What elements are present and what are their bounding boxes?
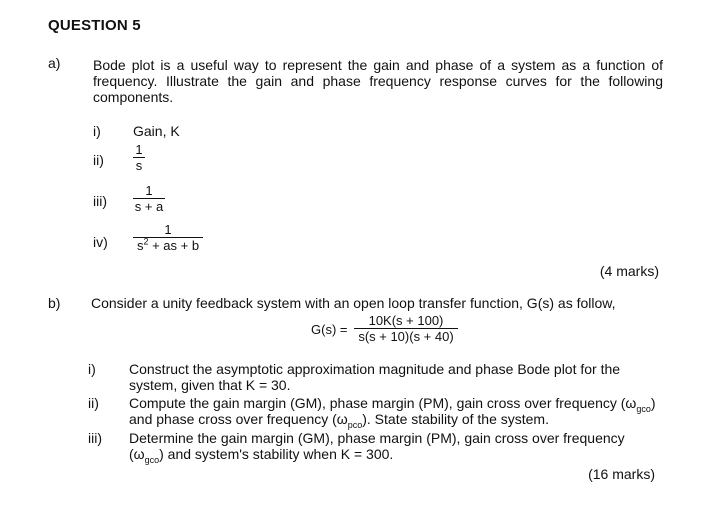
part-a-marks: (4 marks)	[599, 263, 659, 279]
fraction-one-over-s-plus-a	[133, 183, 165, 214]
part-a-item-2-numeral: ii)	[93, 152, 104, 168]
fraction-numerator: 1	[164, 222, 172, 237]
fraction-denominator: s	[135, 158, 143, 173]
omega-subscript: gco	[144, 454, 160, 465]
part-b-marks: (16 marks)	[588, 466, 655, 482]
part-b-intro: Consider a unity feedback system with an open loop transfer function, G(s) as follow,	[91, 295, 616, 311]
question-title: QUESTION 5	[48, 17, 141, 34]
denominator-base: s	[136, 238, 144, 253]
fraction-one-over-quadratic	[133, 222, 203, 253]
denominator-exponent: 2	[143, 236, 149, 247]
text-segment: ). State stability of the system.	[362, 411, 549, 427]
part-a-item-3-numeral: iii)	[93, 193, 107, 209]
text-segment: Compute the gain margin (GM), phase margin (PM), gain cross over frequency (ω	[129, 395, 637, 411]
transfer-function-fraction	[354, 313, 458, 344]
part-b-item-3-numeral: iii)	[88, 430, 102, 446]
part-a-label: a)	[48, 55, 61, 71]
text-segment: ) and phase cross over frequency (ω	[129, 395, 656, 427]
fraction-numerator: 1	[135, 142, 143, 157]
text-segment: Determine the gain margin (GM), phase margin (PM), gain cross over frequency (ω	[129, 430, 625, 462]
transfer-function-denominator: s(s + 10)(s + 40)	[358, 329, 454, 344]
transfer-function-numerator: 10K(s + 100)	[368, 313, 444, 328]
part-b-item-3-text	[129, 430, 659, 465]
part-a-item-1-numeral: i)	[93, 123, 101, 139]
text-segment: ) and system's stability when K = 300.	[159, 446, 394, 462]
denominator-rest: + as + b	[148, 238, 200, 253]
part-b-item-2-text	[129, 395, 659, 430]
part-a-intro: Bode plot is a useful way to represent the gain and phase of a system as a function of frequency. Illustrate the gain and phase frequency response curves for the following components.	[93, 57, 663, 105]
fraction-numerator: 1	[145, 183, 153, 198]
part-b-item-1-text: Construct the asymptotic approximation magnitude and phase Bode plot for the system, given that K = 30.	[129, 361, 621, 393]
part-b-item-2-numeral: ii)	[88, 395, 99, 411]
fraction-denominator	[133, 238, 203, 253]
fraction-denominator: s + a	[134, 199, 164, 214]
part-b-item-1-numeral: i)	[88, 361, 96, 377]
part-b-label: b)	[48, 295, 61, 311]
fraction-one-over-s	[133, 142, 145, 173]
part-a-item-4-numeral: iv)	[93, 234, 108, 250]
omega-subscript: pco	[347, 419, 363, 430]
transfer-function-lhs: G(s) =	[311, 322, 348, 337]
part-a-item-1-text: Gain, K	[133, 123, 180, 139]
omega-subscript: gco	[636, 403, 651, 414]
